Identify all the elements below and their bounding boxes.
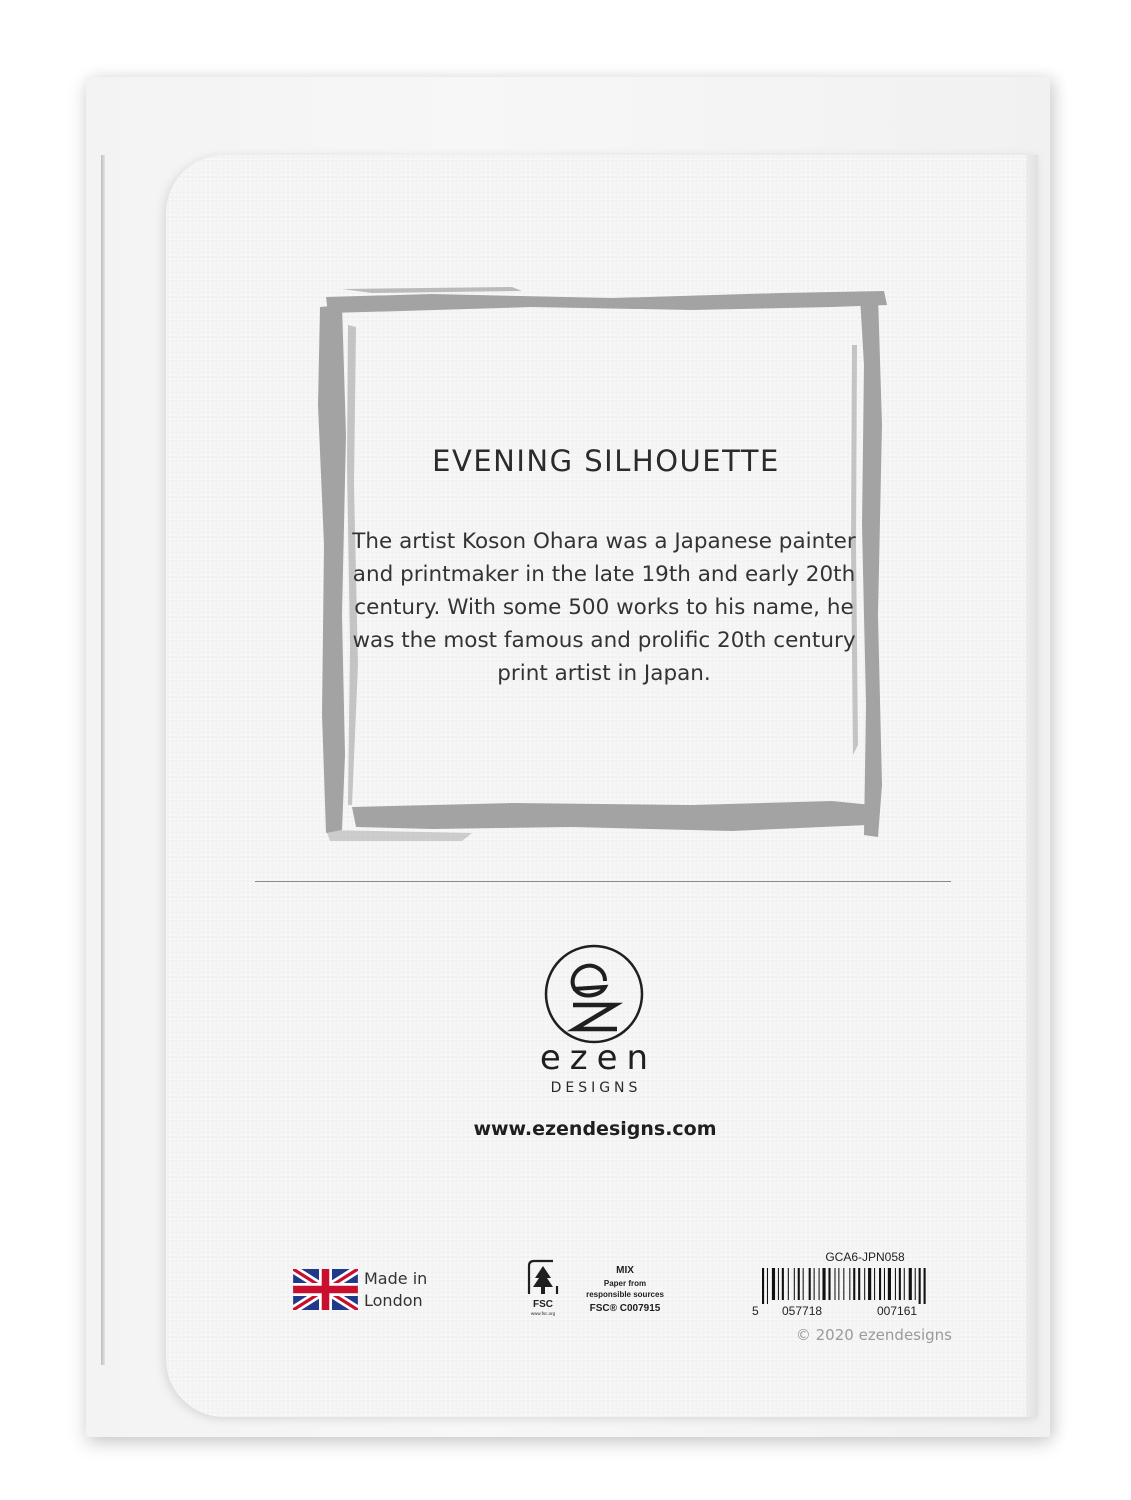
- barcode-bar: [838, 1268, 839, 1300]
- barcode-bar: [899, 1268, 901, 1300]
- barcode-bar: [778, 1268, 779, 1300]
- fsc-mix-label: MIX: [616, 1265, 634, 1276]
- website-url: www.ezendesigns.com: [473, 1118, 717, 1140]
- divider: [255, 881, 951, 882]
- barcode-bar: [772, 1268, 775, 1300]
- barcode-bar: [879, 1268, 881, 1300]
- union-jack-flag-icon: [293, 1269, 358, 1310]
- barcode-bar: [915, 1268, 916, 1300]
- made-in-line2: London: [364, 1291, 423, 1310]
- barcode-bar: [904, 1268, 905, 1300]
- barcode-bar: [858, 1268, 860, 1300]
- barcode-bar: [814, 1268, 815, 1300]
- barcode-bar: [809, 1268, 811, 1300]
- fsc-paper-line1: Paper from: [603, 1279, 647, 1288]
- barcode-bar: [798, 1268, 800, 1300]
- barcode-bar: [822, 1268, 825, 1300]
- fsc-tree-logo-icon: [521, 1258, 565, 1318]
- barcode-bar: [794, 1268, 795, 1300]
- barcode-bar: [919, 1268, 921, 1304]
- card-edge: [1026, 155, 1038, 1417]
- ez-monogram-logo: [543, 943, 645, 1045]
- fsc-code: FSC® C007915: [589, 1303, 661, 1314]
- fsc-paper-line2: responsible sources: [586, 1290, 664, 1299]
- envelope-flap-edge: [101, 155, 105, 1365]
- barcode-bar: [895, 1268, 896, 1300]
- fsc-logo-label: FSC: [533, 1299, 553, 1310]
- barcode-bar: [767, 1268, 768, 1304]
- card-description: The artist Koson Ohara was a Japanese painter and printmaker in the late 19th and early 20th century. With some 500 works to his name, he was the most famous and prolific 20th century print artist in Japan.: [352, 529, 856, 686]
- barcode-bar: [819, 1268, 820, 1300]
- barcode-bar: [909, 1268, 912, 1300]
- barcode-bar: [828, 1268, 830, 1300]
- barcode-bar: [868, 1268, 871, 1300]
- barcode-bar: [884, 1268, 885, 1300]
- barcode-digits-right: 007161: [877, 1304, 918, 1318]
- card-title: EVENING SILHOUETTE: [432, 444, 780, 478]
- brand-subtitle: DESIGNS: [550, 1080, 642, 1096]
- barcode-digits-left: 057718: [782, 1304, 823, 1318]
- barcode-bar: [853, 1268, 855, 1300]
- barcode-bar: [874, 1268, 875, 1300]
- barcode-bar: [782, 1268, 784, 1300]
- barcode-bar: [924, 1268, 926, 1304]
- barcode-bar: [864, 1268, 865, 1300]
- barcode-bar: [788, 1268, 789, 1300]
- barcode-bar: [849, 1268, 850, 1300]
- barcode: [762, 1268, 967, 1304]
- brand-name: ezen: [539, 1038, 658, 1078]
- barcode-bar: [843, 1268, 844, 1300]
- barcode-bar: [834, 1268, 835, 1300]
- copyright: © 2020 ezendesigns: [795, 1326, 952, 1344]
- barcode-bar: [803, 1268, 804, 1300]
- made-in-line1: Made in: [364, 1269, 428, 1288]
- fsc-logo-url: www.fsc.org: [530, 1311, 556, 1316]
- fsc-certification: [570, 1264, 680, 1315]
- barcode-bar: [762, 1268, 764, 1304]
- barcode-digit-first: 5: [752, 1304, 759, 1318]
- barcode-bar: [888, 1268, 891, 1300]
- sku-code: GCA6-JPN058: [825, 1250, 905, 1264]
- made-in-label: [364, 1268, 427, 1312]
